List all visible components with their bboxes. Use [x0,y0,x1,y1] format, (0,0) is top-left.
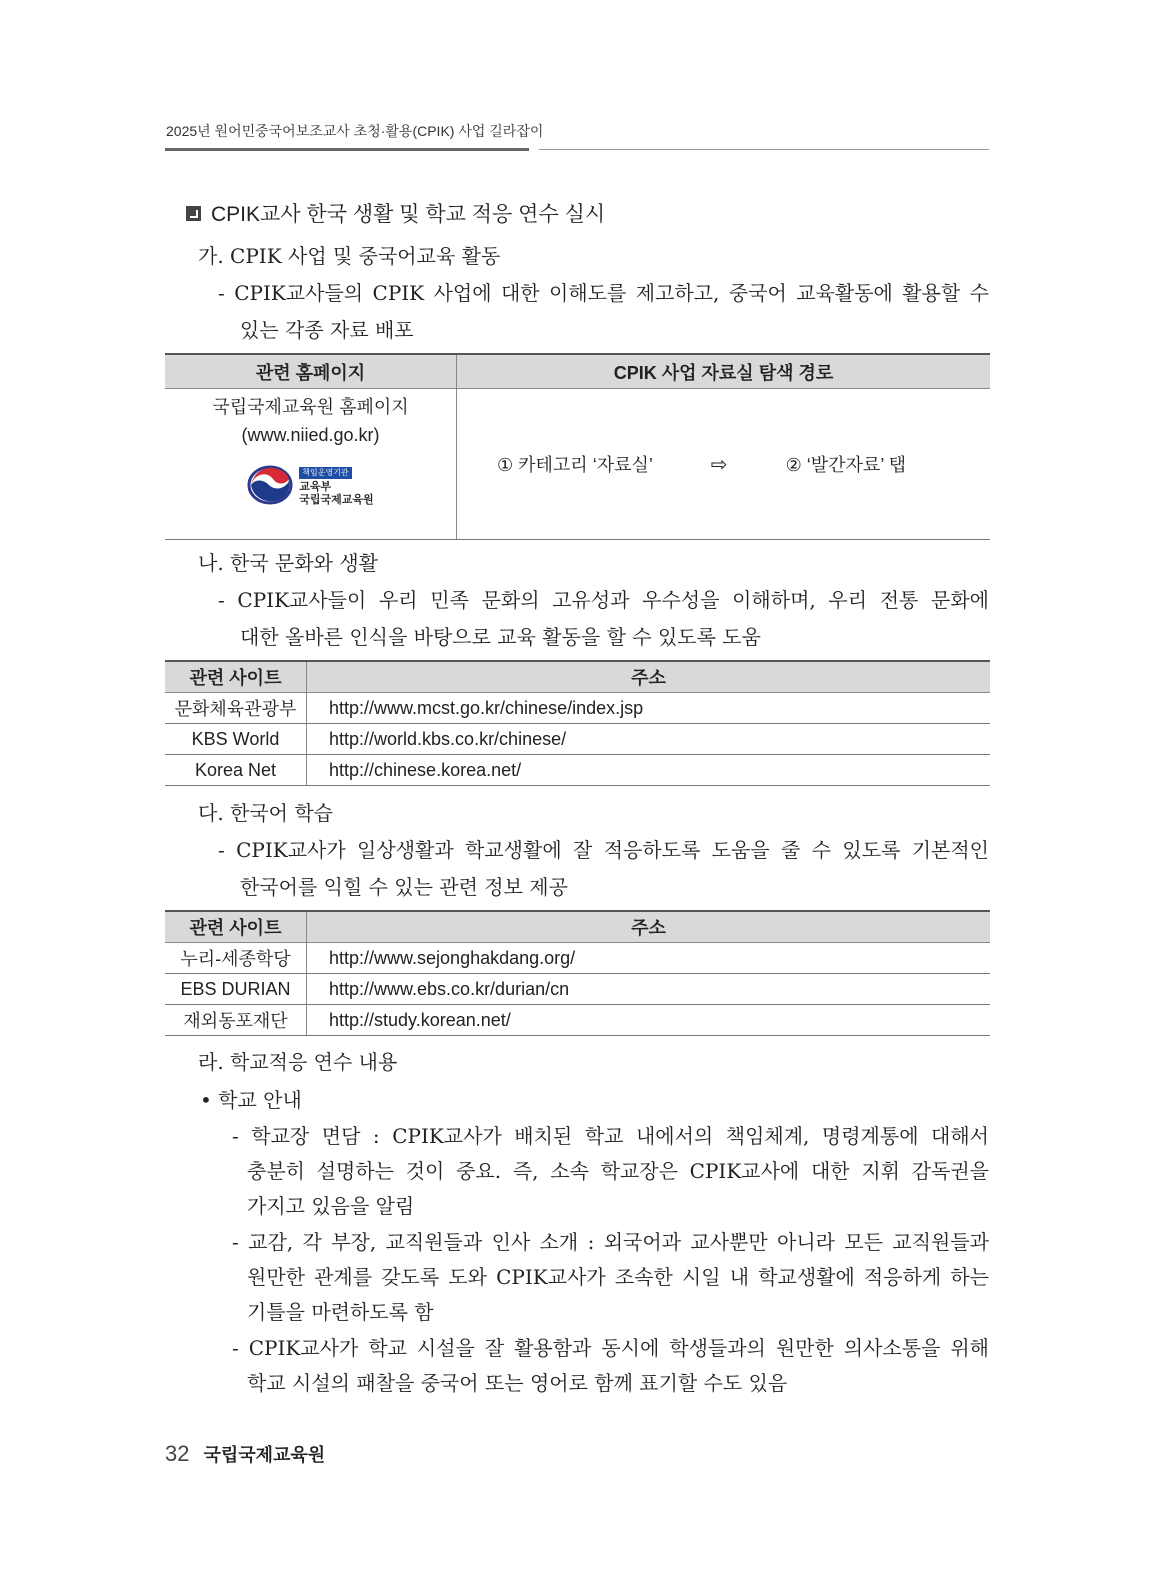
logo-line-2: 국립국제교육원 [299,494,374,506]
part-a-line-1: - CPIK교사들의 CPIK 사업에 대한 이해도를 제고하고, 중국어 교육활동에 활용할 수 [218,281,990,305]
table-header-address: 주소 [307,661,991,693]
item-1-line-3: 가지고 있음을 알림 [247,1194,415,1218]
running-header: 2025년 원어민중국어보조교사 초청·활용(CPIK) 사업 길라잡이 [166,123,544,139]
item-2-line-2: 원만한 관계를 갖도록 도와 CPIK교사가 조속한 시일 내 학교생활에 적응하게 하는 [247,1265,989,1289]
part-a-line-2: 있는 각종 자료 배포 [240,318,414,342]
item-1-line-2: 충분히 설명하는 것이 중요. 즉, 소속 학교장은 CPIK교사에 대한 지휘 감독권을 [247,1159,989,1183]
table-header-path: CPIK 사업 자료실 탐색 경로 [457,354,991,389]
footer-org: 국립국제교육원 [203,1445,326,1465]
table-row [165,1005,990,1036]
site-cell: KBS World [165,724,307,755]
item-1-line-1: - 학교장 면담 : CPIK교사가 배치된 학교 내에서의 책임체계, 명령계통에 대해서 [232,1124,989,1148]
heading-part-b: 나. 한국 문화와 생활 [198,551,378,575]
korean-learning-table [165,910,990,1036]
header-rule-thick [165,148,529,151]
section-title [186,198,605,228]
heading-part-c: 다. 한국어 학습 [198,801,333,825]
header-rule-thin [539,149,989,150]
item-3-line-1: - CPIK교사가 학교 시설을 잘 활용함과 동시에 학생들과의 원만한 의사소통을 위해 [232,1336,989,1360]
page-footer [165,1441,325,1467]
url-cell[interactable]: http://www.sejonghakdang.org/ [307,943,991,974]
table-row [165,693,990,724]
table-header-homepage: 관련 홈페이지 [165,354,457,389]
table-header-site: 관련 사이트 [165,911,307,943]
homepage-table [165,353,990,540]
site-cell: Korea Net [165,755,307,786]
logo-badge: 책임운영기관 [299,467,351,479]
arrow-right-icon: ⇨ [710,453,728,476]
url-cell[interactable]: http://www.ebs.co.kr/durian/cn [307,974,991,1005]
table-header-address: 주소 [307,911,991,943]
page-number: 32 [165,1441,190,1466]
niied-logo [247,463,373,507]
url-cell[interactable]: http://chinese.korea.net/ [307,755,991,786]
part-c-line-2: 한국어를 익힐 수 있는 관련 정보 제공 [240,875,568,899]
path-step-2: ② ‘발간자료’ 탭 [785,455,907,475]
url-cell[interactable]: http://world.kbs.co.kr/chinese/ [307,724,991,755]
table-header-site: 관련 사이트 [165,661,307,693]
site-cell: EBS DURIAN [165,974,307,1005]
logo-line-1: 교육부 [299,481,332,493]
table-row [165,724,990,755]
homepage-cell [165,389,457,540]
item-3-line-2: 학교 시설의 패찰을 중국어 또는 영어로 함께 표기할 수도 있음 [247,1371,788,1395]
item-2-line-3: 기틀을 마련하도록 함 [247,1300,434,1324]
heading-part-d: 라. 학교적응 연수 내용 [198,1050,398,1074]
heading-part-a: 가. CPIK 사업 및 중국어교육 활동 [198,244,501,268]
part-b-line-1: - CPIK교사들이 우리 민족 문화의 고유성과 우수성을 이해하며, 우리 전통 문화에 [218,588,989,612]
url-cell[interactable]: http://study.korean.net/ [307,1005,991,1036]
checkbox-square-icon [186,206,201,221]
site-url[interactable]: (www.niied.go.kr) [241,425,380,445]
url-cell[interactable]: http://www.mcst.go.kr/chinese/index.jsp [307,693,991,724]
site-name: 국립국제교육원 홈페이지 [212,397,409,417]
table-row [165,974,990,1005]
path-cell [457,389,991,540]
bullet-school-guide: • 학교 안내 [200,1088,302,1112]
table-row [165,943,990,974]
part-b-line-2: 대한 올바른 인식을 바탕으로 교육 활동을 할 수 있도록 도움 [240,625,761,649]
part-c-line-1: - CPIK교사가 일상생활과 학교생활에 잘 적응하도록 도움을 줄 수 있도록 기본적인 [218,838,989,862]
site-cell: 누리-세종학당 [165,943,307,974]
culture-sites-table [165,660,990,786]
path-step-1: ① 카테고리 ‘자료실’ [497,455,653,475]
table-row [165,755,990,786]
section-title-text: CPIK교사 한국 생활 및 학교 적응 연수 실시 [211,203,606,226]
site-cell: 문화체육관광부 [165,693,307,724]
site-cell: 재외동포재단 [165,1005,307,1036]
item-2-line-1: - 교감, 각 부장, 교직원들과 인사 소개 : 외국어과 교사뿐만 아니라 모든 교직원들과 [232,1230,989,1254]
taegeuk-logo-icon [247,465,293,505]
